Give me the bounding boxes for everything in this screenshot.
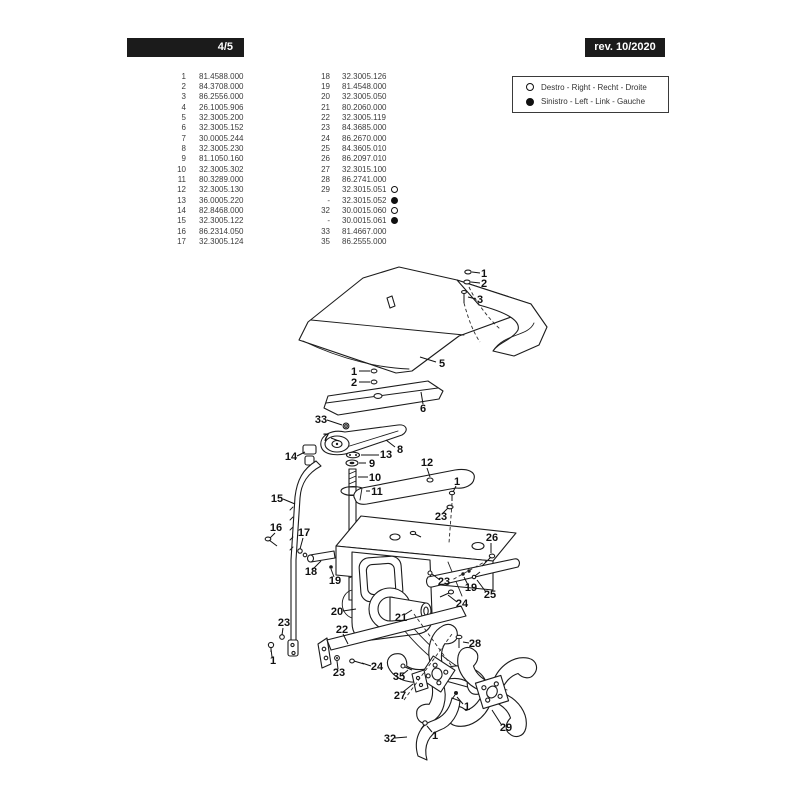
revision-badge: rev. 10/2020 (585, 38, 665, 57)
dowel-icon (329, 565, 333, 569)
part-number: 1 (181, 71, 186, 81)
part-number: 6 (181, 123, 186, 133)
washer-icon (428, 571, 432, 575)
part-code: 32.3005.119 (342, 113, 386, 123)
part-number: 26 (321, 154, 330, 164)
callout-label: 20 (330, 606, 344, 618)
callout-label: 1 (350, 366, 358, 378)
part-number: 5 (181, 113, 186, 123)
part-number: 10 (177, 164, 186, 174)
washer-icon (280, 635, 285, 640)
callout-label: 1 (431, 730, 439, 742)
part-code: 86.2670.000 (342, 133, 387, 143)
part-number: 16 (177, 226, 186, 236)
part-code: 81.4667.000 (342, 226, 387, 236)
part-code: 84.3708.000 (199, 82, 244, 92)
part-number: 8 (181, 144, 186, 154)
part-number: 9 (181, 154, 186, 164)
part-number: 20 (321, 92, 330, 102)
part-code: 86.2314.050 (199, 226, 244, 236)
callout-label: 1 (480, 268, 488, 280)
callout-label: 29 (499, 722, 513, 734)
part-hood (299, 267, 531, 373)
screw-icon (456, 635, 462, 648)
part-code: 32.3005.200 (199, 113, 244, 123)
callout-label: 27 (393, 690, 407, 702)
part-number: 7 (181, 133, 186, 143)
part-number: 3 (181, 92, 186, 102)
part-number: 28 (321, 175, 330, 185)
part-code: 86.2741.000 (342, 175, 387, 185)
screw-icon (371, 369, 377, 373)
part-code: 32.3005.124 (199, 237, 244, 247)
callout-label: 7 (322, 432, 330, 444)
part-code: 80.3289.000 (199, 175, 244, 185)
diagram-parts (288, 267, 556, 760)
callout-label: 23 (437, 576, 451, 588)
plate-hole (374, 394, 382, 399)
part-code: 84.3605.010 (342, 144, 387, 154)
part-pin (308, 551, 336, 562)
part-number: 27 (321, 164, 330, 174)
part-number: 32 (321, 206, 330, 216)
washer-icon (298, 549, 302, 553)
part-code: 80.2060.000 (342, 102, 387, 112)
part-number: 33 (321, 226, 330, 236)
callout-label: 9 (368, 458, 376, 470)
callout-label: 1 (463, 701, 471, 713)
callout-label: 14 (284, 451, 298, 463)
callout-label: 2 (350, 377, 358, 389)
part-code: 32.3005.126 (342, 71, 387, 81)
nut-icon (343, 423, 349, 429)
callout-label: 21 (394, 612, 408, 624)
part-code: 32.3005.122 (199, 216, 244, 226)
callout-label: 5 (438, 358, 446, 370)
callout-label: 19 (464, 582, 478, 594)
callout-label: 18 (304, 566, 318, 578)
callout-label: 33 (314, 414, 328, 426)
part-number: 23 (321, 123, 330, 133)
washer-icon (346, 460, 358, 466)
part-number: 2 (181, 82, 186, 92)
part-number: 24 (321, 133, 330, 143)
part-code: 32.3005.130 (199, 185, 244, 195)
part-number: 29 (321, 185, 330, 195)
callout-label: 1 (453, 476, 461, 488)
washer-icon (371, 380, 377, 384)
bolt-icon (440, 590, 454, 597)
part-code: 86.2556.000 (199, 92, 244, 102)
part-code: 30.0005.244 (199, 133, 244, 143)
washer-stack-icon (347, 452, 360, 458)
callout-label: 6 (419, 403, 427, 415)
part-code: 32.3005.230 (199, 144, 244, 154)
part-number: 11 (177, 175, 186, 185)
part-number: 17 (177, 237, 186, 247)
part-number: 25 (321, 144, 330, 154)
washer-icon (464, 280, 470, 284)
part-code: 32.3005.302 (199, 164, 244, 174)
callout-label: 16 (269, 522, 283, 534)
part-code: 81.4548.000 (342, 82, 387, 92)
callout-label: 23 (277, 617, 291, 629)
screw-icon (449, 491, 454, 501)
callout-label: 19 (328, 575, 342, 587)
part-code: 32.3015.051 (342, 185, 387, 195)
nut-icon (335, 656, 340, 661)
part-code: 32.3015.052 (342, 195, 387, 205)
callout-label: 2 (480, 278, 488, 290)
callout-label: 23 (434, 511, 448, 523)
part-code: 81.4588.000 (199, 71, 244, 81)
part-code: 26.1005.906 (199, 102, 244, 112)
bolt-icon (350, 659, 364, 664)
part-code: 32.3005.050 (342, 92, 387, 102)
part-number: 22 (321, 113, 330, 123)
part-number: 14 (177, 206, 186, 216)
callout-label: 10 (368, 472, 382, 484)
part-code: 32.3005.152 (199, 123, 244, 133)
callout-label: 35 (392, 671, 406, 683)
part-code: 30.0015.060 (342, 206, 387, 216)
callout-label: 28 (468, 638, 482, 650)
callout-label: 26 (485, 532, 499, 544)
callout-label: 25 (483, 589, 497, 601)
callout-label: 23 (332, 667, 346, 679)
part-number: - (327, 216, 330, 226)
part-code: 30.0015.061 (342, 216, 387, 226)
legend-label: Destro - Right - Recht - Droite (541, 82, 647, 92)
part-number: 13 (177, 195, 186, 205)
callout-label: 11 (371, 486, 383, 498)
part-rotor-right (428, 628, 556, 756)
callout-label: 15 (270, 493, 284, 505)
part-number: 35 (321, 237, 330, 247)
part-code: 86.2097.010 (342, 154, 387, 164)
part-number: 19 (321, 82, 330, 92)
part-code: 82.8468.000 (199, 206, 244, 216)
part-code: 81.1050.160 (199, 154, 244, 164)
part-number: 12 (177, 185, 186, 195)
part-number: 21 (321, 102, 330, 112)
part-number: 4 (181, 102, 186, 112)
callout-label: 1 (269, 655, 277, 667)
callout-label: 12 (420, 457, 434, 469)
callout-label: 22 (335, 624, 349, 636)
washer-icon (303, 553, 307, 557)
part-number: 15 (177, 216, 186, 226)
part-number: 18 (321, 71, 330, 81)
callout-label: 3 (476, 294, 484, 306)
part-code: 36.0005.220 (199, 195, 244, 205)
page-number-badge: 4/5 (127, 38, 244, 57)
part-number: - (327, 195, 330, 205)
callout-label: 13 (379, 449, 393, 461)
screw-icon (465, 270, 471, 274)
callout-label: 17 (297, 527, 311, 539)
callout-label: 24 (370, 661, 384, 673)
screw-icon (265, 537, 277, 546)
callout-label: 32 (383, 733, 397, 745)
part-code: 32.3015.100 (342, 164, 387, 174)
callout-label: 24 (455, 598, 469, 610)
part-code: 86.2555.000 (342, 237, 387, 247)
legend-label: Sinistro - Left - Link - Gauche (541, 97, 646, 107)
part-code: 84.3685.000 (342, 123, 387, 133)
callout-label: 8 (396, 444, 404, 456)
